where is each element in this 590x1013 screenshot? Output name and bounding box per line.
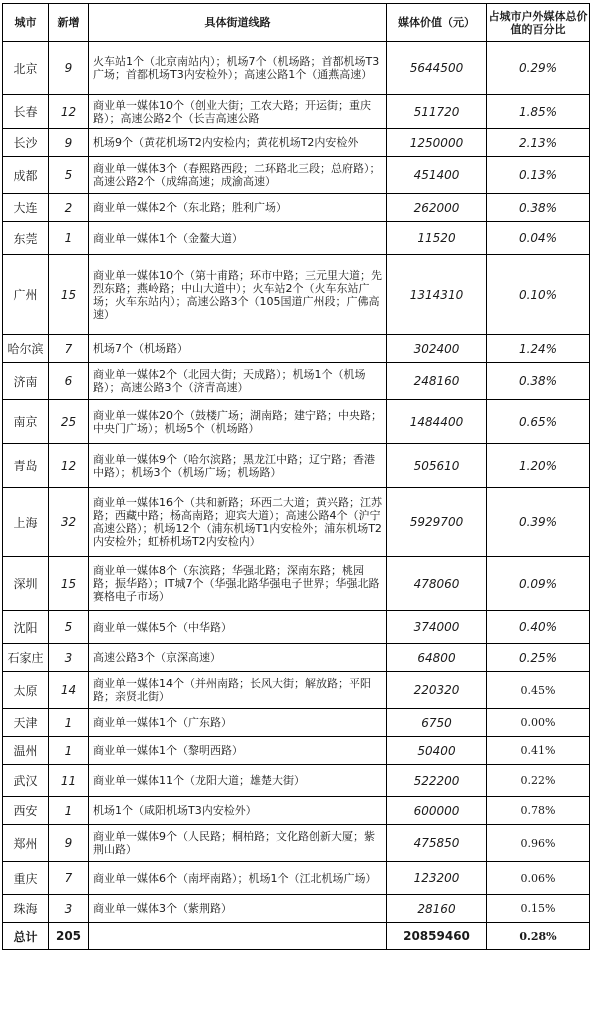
header-pct: 占城市户外媒体总价值的百分比 — [487, 4, 590, 42]
media-value-cell: 50400 — [387, 737, 487, 765]
city-cell: 西安 — [3, 797, 49, 825]
table-row — [3, 765, 590, 797]
street-lines-cell: 商业单一媒体1个（黎明西路） — [89, 737, 387, 765]
table-row — [3, 157, 590, 194]
table-row — [3, 797, 590, 825]
new-count-cell: 32 — [49, 488, 89, 557]
percentage-cell: 0.96% — [487, 825, 590, 862]
media-value-cell: 451400 — [387, 157, 487, 194]
city-cell: 南京 — [3, 400, 49, 444]
media-value-cell: 11520 — [387, 222, 487, 255]
city-cell: 长沙 — [3, 129, 49, 157]
new-count-cell: 9 — [49, 825, 89, 862]
table-row — [3, 444, 590, 488]
table-row — [3, 488, 590, 557]
media-value-cell: 478060 — [387, 557, 487, 611]
total-row — [3, 923, 590, 950]
media-value-cell: 262000 — [387, 194, 487, 222]
new-count-cell: 6 — [49, 363, 89, 400]
city-cell: 青岛 — [3, 444, 49, 488]
street-lines-cell: 商业单一媒体1个（金鳌大道） — [89, 222, 387, 255]
media-table-container — [2, 3, 590, 950]
table-row — [3, 129, 590, 157]
media-value-cell: 1250000 — [387, 129, 487, 157]
table-row — [3, 644, 590, 672]
city-cell: 重庆 — [3, 862, 49, 895]
city-cell: 哈尔滨 — [3, 335, 49, 363]
table-row — [3, 222, 590, 255]
table-row — [3, 42, 590, 95]
media-value-cell: 511720 — [387, 95, 487, 129]
city-cell: 天津 — [3, 709, 49, 737]
percentage-cell: 0.10% — [487, 255, 590, 335]
total-lines — [89, 923, 387, 950]
new-count-cell: 7 — [49, 862, 89, 895]
total-value: 20859460 — [387, 923, 487, 950]
total-new-count: 205 — [49, 923, 89, 950]
new-count-cell: 1 — [49, 737, 89, 765]
new-count-cell: 3 — [49, 644, 89, 672]
percentage-cell: 0.40% — [487, 611, 590, 644]
percentage-cell: 0.65% — [487, 400, 590, 444]
city-cell: 珠海 — [3, 895, 49, 923]
street-lines-cell: 商业单一媒体9个（哈尔滨路；黑龙江中路；辽宁路；香港中路）；机场3个（机场广场；机场路） — [89, 444, 387, 488]
new-count-cell: 11 — [49, 765, 89, 797]
street-lines-cell: 商业单一媒体10个（创业大街；工农大路；开运街；重庆路）；高速公路2个（长吉高速公路 — [89, 95, 387, 129]
media-value-table — [2, 3, 590, 950]
street-lines-cell: 商业单一媒体11个（龙阳大道；雄楚大街） — [89, 765, 387, 797]
city-cell: 郑州 — [3, 825, 49, 862]
city-cell: 上海 — [3, 488, 49, 557]
media-value-cell: 5929700 — [387, 488, 487, 557]
table-row — [3, 194, 590, 222]
media-value-cell: 302400 — [387, 335, 487, 363]
street-lines-cell: 机场9个（黄花机场T2内安检内；黄花机场T2内安检外 — [89, 129, 387, 157]
table-body — [3, 42, 590, 950]
new-count-cell: 15 — [49, 557, 89, 611]
percentage-cell: 1.85% — [487, 95, 590, 129]
city-cell: 北京 — [3, 42, 49, 95]
media-value-cell: 28160 — [387, 895, 487, 923]
media-value-cell: 1314310 — [387, 255, 487, 335]
table-row — [3, 825, 590, 862]
percentage-cell: 0.04% — [487, 222, 590, 255]
city-cell: 石家庄 — [3, 644, 49, 672]
percentage-cell: 0.09% — [487, 557, 590, 611]
percentage-cell: 1.20% — [487, 444, 590, 488]
street-lines-cell: 火车站1个（北京南站内）；机场7个（机场路；首都机场T3广场；首都机场T3内安检外）；高速公路1个（通燕高速） — [89, 42, 387, 95]
street-lines-cell: 机场7个（机场路） — [89, 335, 387, 363]
street-lines-cell: 商业单一媒体2个（北园大街；天成路）；机场1个（机场路）；高速公路3个（济青高速） — [89, 363, 387, 400]
table-row — [3, 557, 590, 611]
street-lines-cell: 商业单一媒体8个（东滨路；华强北路；深南东路；桃园路；振华路）；IT城7个（华强北路华强电子世界；华强北路赛格电子市场） — [89, 557, 387, 611]
percentage-cell: 0.22% — [487, 765, 590, 797]
percentage-cell: 0.13% — [487, 157, 590, 194]
city-cell: 温州 — [3, 737, 49, 765]
street-lines-cell: 商业单一媒体14个（并州南路；长风大街；解放路；平阳路；亲贤北街） — [89, 672, 387, 709]
header-value: 媒体价值（元） — [387, 4, 487, 42]
city-cell: 成都 — [3, 157, 49, 194]
percentage-cell: 0.38% — [487, 194, 590, 222]
street-lines-cell: 商业单一媒体2个（东北路；胜利广场） — [89, 194, 387, 222]
street-lines-cell: 商业单一媒体5个（中华路） — [89, 611, 387, 644]
new-count-cell: 1 — [49, 797, 89, 825]
media-value-cell: 522200 — [387, 765, 487, 797]
new-count-cell: 9 — [49, 42, 89, 95]
city-cell: 沈阳 — [3, 611, 49, 644]
table-row — [3, 400, 590, 444]
new-count-cell: 5 — [49, 157, 89, 194]
table-row — [3, 737, 590, 765]
new-count-cell: 5 — [49, 611, 89, 644]
new-count-cell: 15 — [49, 255, 89, 335]
table-row — [3, 363, 590, 400]
media-value-cell: 1484400 — [387, 400, 487, 444]
table-row — [3, 255, 590, 335]
new-count-cell: 1 — [49, 709, 89, 737]
percentage-cell: 0.38% — [487, 363, 590, 400]
media-value-cell: 5644500 — [387, 42, 487, 95]
header-lines: 具体街道线路 — [89, 4, 387, 42]
table-row — [3, 335, 590, 363]
city-cell: 广州 — [3, 255, 49, 335]
table-row — [3, 611, 590, 644]
total-label: 总计 — [3, 923, 49, 950]
media-value-cell: 475850 — [387, 825, 487, 862]
media-value-cell: 64800 — [387, 644, 487, 672]
table-row — [3, 895, 590, 923]
table-header-row — [3, 4, 590, 42]
street-lines-cell: 商业单一媒体6个（南坪南路）；机场1个（江北机场广场） — [89, 862, 387, 895]
new-count-cell: 1 — [49, 222, 89, 255]
percentage-cell: 2.13% — [487, 129, 590, 157]
street-lines-cell: 商业单一媒体3个（紫荆路） — [89, 895, 387, 923]
street-lines-cell: 商业单一媒体3个（春熙路西段；二环路北三段；总府路）；高速公路2个（成绵高速；成渝高速） — [89, 157, 387, 194]
street-lines-cell: 商业单一媒体1个（广东路） — [89, 709, 387, 737]
table-row — [3, 709, 590, 737]
table-row — [3, 95, 590, 129]
street-lines-cell: 高速公路3个（京深高速） — [89, 644, 387, 672]
street-lines-cell: 商业单一媒体10个（第十甫路；环市中路；三元里大道；先烈东路；燕岭路；中山大道中）；火车站2个（火车东站广场；火车东站内）；高速公路3个（105国道广州段；广佛高速） — [89, 255, 387, 335]
table-row — [3, 672, 590, 709]
city-cell: 东莞 — [3, 222, 49, 255]
media-value-cell: 123200 — [387, 862, 487, 895]
new-count-cell: 12 — [49, 95, 89, 129]
header-new: 新增 — [49, 4, 89, 42]
street-lines-cell: 商业单一媒体9个（人民路；桐柏路；文化路创新大厦；紫荆山路） — [89, 825, 387, 862]
new-count-cell: 25 — [49, 400, 89, 444]
city-cell: 长春 — [3, 95, 49, 129]
city-cell: 济南 — [3, 363, 49, 400]
percentage-cell: 0.15% — [487, 895, 590, 923]
table-row — [3, 862, 590, 895]
city-cell: 武汉 — [3, 765, 49, 797]
media-value-cell: 220320 — [387, 672, 487, 709]
percentage-cell: 0.78% — [487, 797, 590, 825]
new-count-cell: 2 — [49, 194, 89, 222]
city-cell: 大连 — [3, 194, 49, 222]
media-value-cell: 248160 — [387, 363, 487, 400]
percentage-cell: 0.41% — [487, 737, 590, 765]
new-count-cell: 9 — [49, 129, 89, 157]
percentage-cell: 0.06% — [487, 862, 590, 895]
percentage-cell: 0.00% — [487, 709, 590, 737]
percentage-cell: 0.39% — [487, 488, 590, 557]
new-count-cell: 7 — [49, 335, 89, 363]
city-cell: 深圳 — [3, 557, 49, 611]
street-lines-cell: 商业单一媒体20个（鼓楼广场；湖南路；建宁路；中央路；中央门广场）；机场5个（机场路） — [89, 400, 387, 444]
city-cell: 太原 — [3, 672, 49, 709]
new-count-cell: 3 — [49, 895, 89, 923]
total-pct: 0.28% — [487, 923, 590, 950]
media-value-cell: 374000 — [387, 611, 487, 644]
percentage-cell: 0.29% — [487, 42, 590, 95]
header-city: 城市 — [3, 4, 49, 42]
street-lines-cell: 机场1个（咸阳机场T3内安检外） — [89, 797, 387, 825]
percentage-cell: 1.24% — [487, 335, 590, 363]
percentage-cell: 0.45% — [487, 672, 590, 709]
street-lines-cell: 商业单一媒体16个（共和新路；环西二大道；黄兴路；江苏路；西藏中路；杨高南路；迎宾大道）；高速公路4个（沪宁高速公路）；机场12个（浦东机场T1内安检外；浦东机场T2内安检外；虹桥机场T2内安检内） — [89, 488, 387, 557]
percentage-cell: 0.25% — [487, 644, 590, 672]
new-count-cell: 14 — [49, 672, 89, 709]
media-value-cell: 6750 — [387, 709, 487, 737]
new-count-cell: 12 — [49, 444, 89, 488]
media-value-cell: 600000 — [387, 797, 487, 825]
media-value-cell: 505610 — [387, 444, 487, 488]
